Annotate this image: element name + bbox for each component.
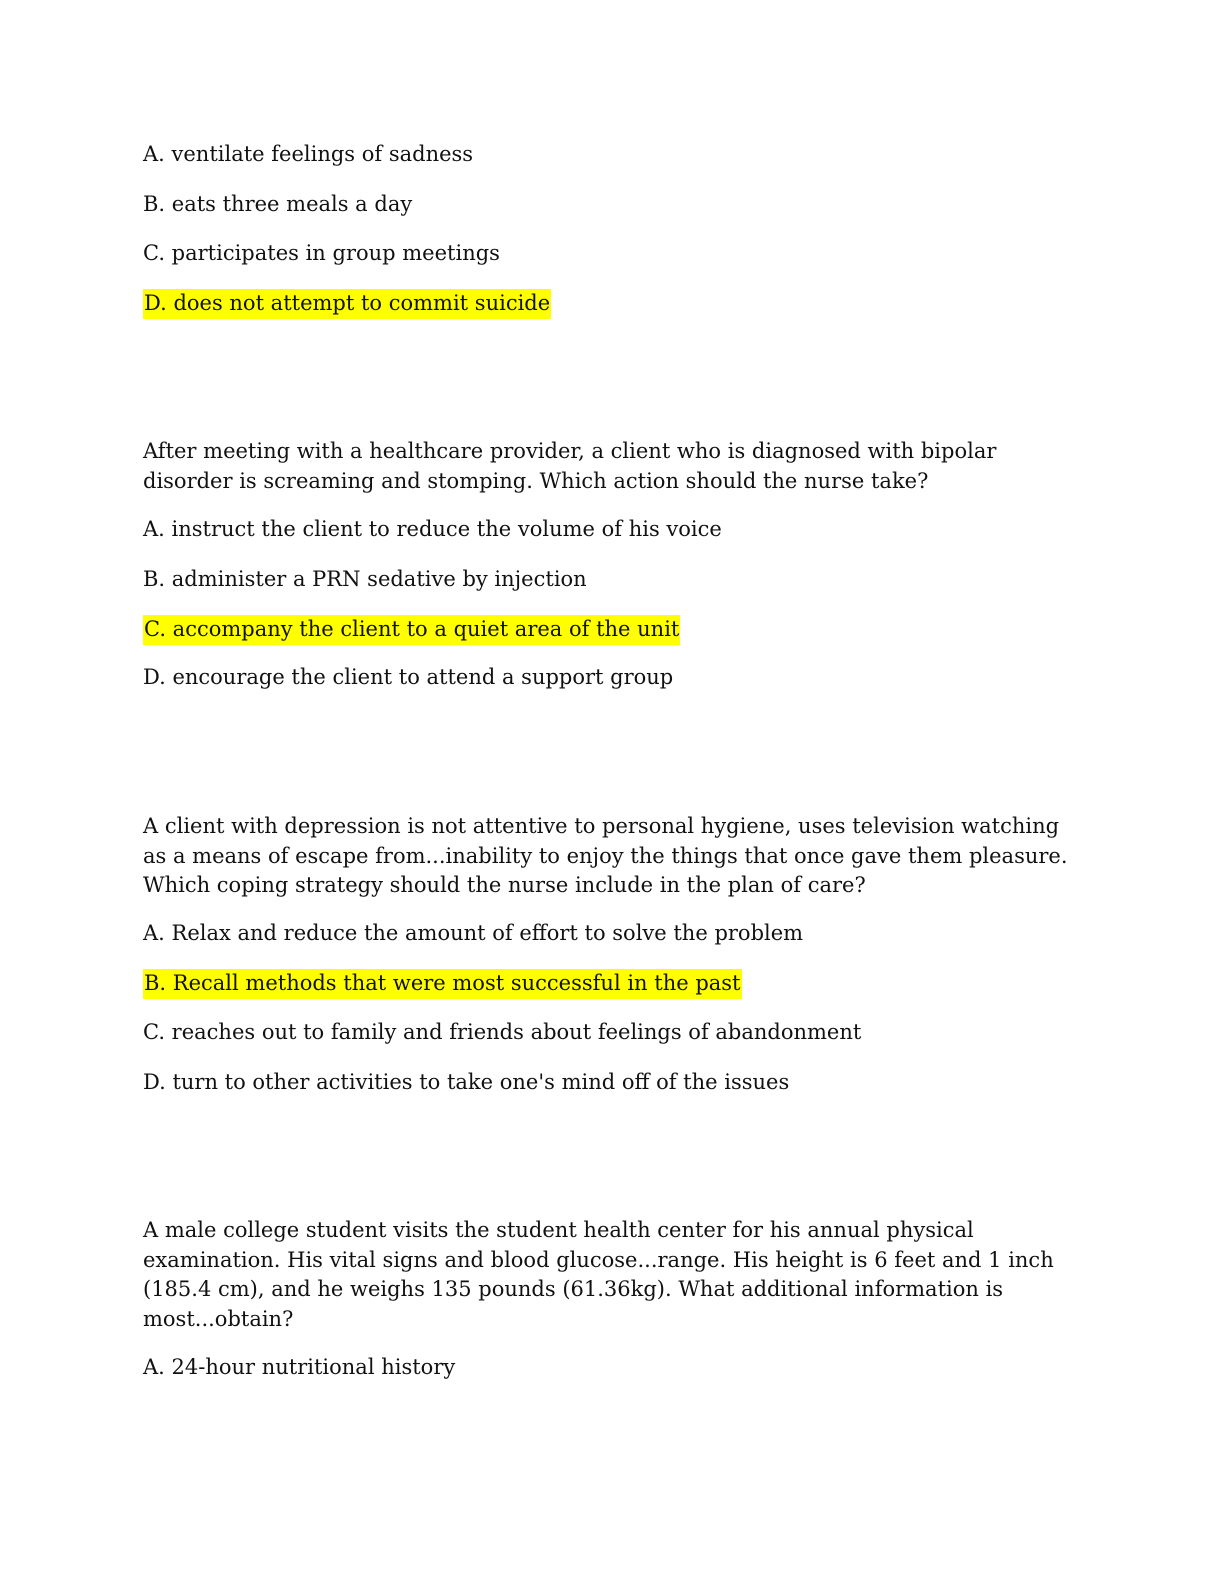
option-a: A. Relax and reduce the amount of effort to solve the problem	[143, 921, 804, 945]
option-b: B. administer a PRN sedative by injection	[143, 567, 587, 591]
option-c: C. reaches out to family and friends about feelings of abandonment	[143, 1020, 862, 1044]
question-stem: A male college student visits the student health center for his annual physical examination. His vital signs and blood glucose...range. His height is 6 feet and 1 inch (185.4 cm), and he weighs 135 pounds (61.36kg). What additional information is most...obtain?	[143, 1218, 1054, 1331]
question-stem: After meeting with a healthcare provider, a client who is diagnosed with bipolar disorder is screaming and stomping. Which action should the nurse take?	[143, 439, 997, 493]
option-b-correct	[143, 969, 742, 999]
answer-highlight: D. does not attempt to commit suicide	[143, 289, 551, 319]
answer-highlight: B. Recall methods that were most successful in the past	[143, 969, 742, 999]
option-a: A. 24-hour nutritional history	[143, 1355, 456, 1379]
option-d: D. encourage the client to attend a support group	[143, 665, 674, 689]
answer-highlight: C. accompany the client to a quiet area of the unit	[143, 615, 680, 645]
option-d-correct	[143, 289, 551, 319]
option-b: B. eats three meals a day	[143, 192, 413, 216]
option-a: A. instruct the client to reduce the volume of his voice	[143, 517, 722, 541]
option-c-correct	[143, 615, 680, 645]
option-d: D. turn to other activities to take one's mind off of the issues	[143, 1070, 790, 1094]
option-c: C. participates in group meetings	[143, 241, 500, 265]
question-stem: A client with depression is not attentive to personal hygiene, uses television watching as a means of escape from...inability to enjoy the things that once gave them pleasure. Which coping strategy should the nurse include in the plan of care?	[143, 814, 1068, 897]
option-a: A. ventilate feelings of sadness	[143, 142, 474, 166]
